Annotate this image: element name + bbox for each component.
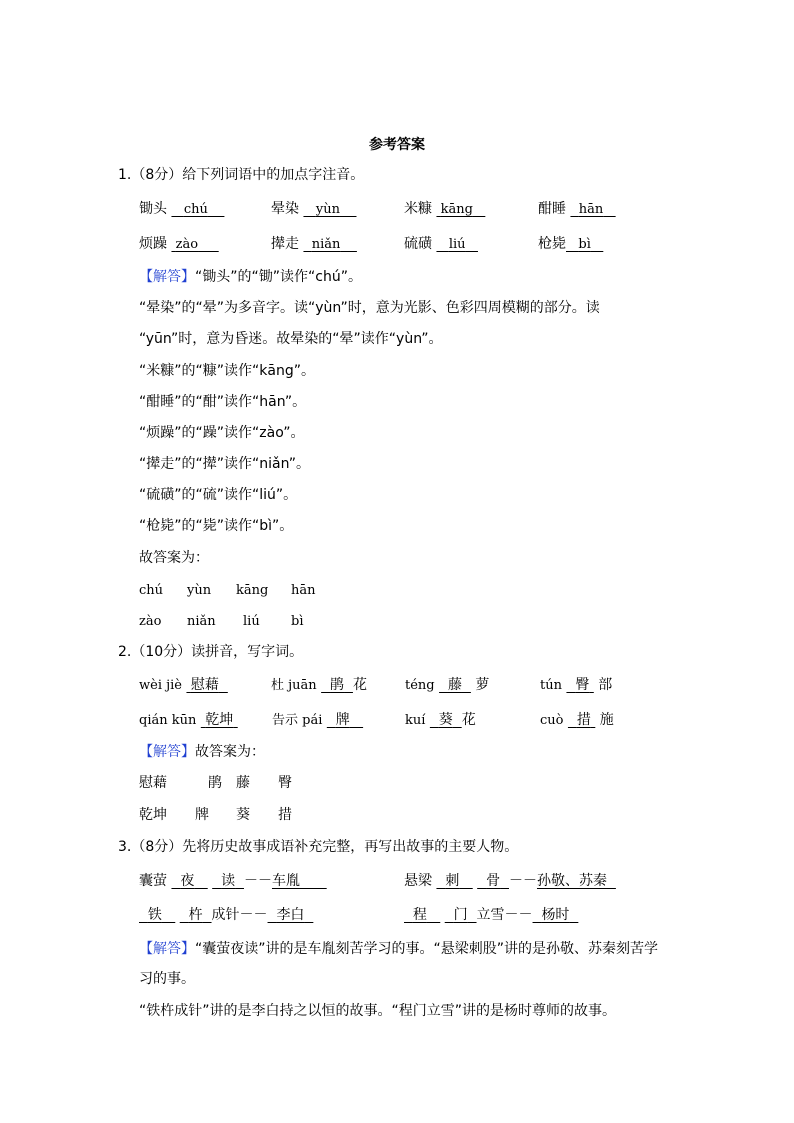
q1-item: 晕染 yùn <box>271 200 356 219</box>
q2-final-answer: 措 <box>278 807 292 823</box>
q2-final-answer: 慰藉 <box>139 775 167 791</box>
q1-answer-intro: 故答案为： <box>139 550 209 566</box>
q1-analysis-line: “酣睡”的“酣”读作“hān”。 <box>139 394 307 410</box>
q1-final-answer: bì <box>291 614 304 629</box>
q1-analysis-line: “烦躁”的“躁”读作“zào”。 <box>139 425 305 441</box>
q1-final-answer: hān <box>291 583 316 598</box>
q2-answer-blank: 臀 <box>575 677 590 693</box>
q2-analysis-line: 【解答】故答案为： <box>139 744 265 760</box>
q2-answer-blank: 鹃 <box>330 677 345 693</box>
q3-answer-blank: 骨 <box>486 873 501 889</box>
q1-analysis-line: “硫磺”的“硫”读作“liú”。 <box>139 487 298 503</box>
q2-answer-blank: 葵 <box>438 712 453 728</box>
q2-item: 杜 juān 鹃 花 <box>271 677 367 693</box>
q1-header: 1.（8分）给下列词语中的加点字注音。 <box>118 167 365 183</box>
q1-item: 米糠 kāng <box>404 200 485 219</box>
q1-answer-blank: kāng <box>440 202 473 217</box>
q1-answer-blank: bì <box>578 237 591 252</box>
q2-final-answer: 鹃 <box>208 775 222 791</box>
q2-answer-blank: 慰藉 <box>190 677 219 693</box>
page-title: 参考答案 <box>369 137 425 153</box>
q1-analysis-line: “枪毙”的“毙”读作“bì”。 <box>139 518 294 534</box>
q1-item: 撵走 niǎn <box>271 235 357 254</box>
analysis-tag: 【解答】 <box>139 269 195 285</box>
q2-final-answer: 牌 <box>195 807 209 823</box>
q1-answer-blank: hān <box>578 202 604 217</box>
q1-final-answer: liú <box>243 614 260 629</box>
q1-answer-blank: zào <box>175 237 199 252</box>
q1-analysis-line: “撵走”的“撵”读作“niǎn”。 <box>139 456 310 472</box>
q3-person-blank: 孙敬、苏秦 <box>536 873 607 889</box>
q1-final-answer: niǎn <box>187 614 216 629</box>
q1-answer-blank: liú <box>448 237 466 252</box>
q1-item: 锄头 chú <box>139 200 224 219</box>
q1-analysis-line: “米糠”的“糠”读作“kāng”。 <box>139 363 315 379</box>
q2-item: 告示 pái 牌 <box>272 711 363 730</box>
q1-answer-blank: yùn <box>315 202 340 217</box>
q1-answer-blank: chú <box>183 202 208 217</box>
q3-idiom-item: 囊萤 夜 读 －－车胤 <box>139 872 327 890</box>
q3-person-blank: 车胤 <box>271 873 300 889</box>
q3-answer-blank: 刺 <box>445 873 460 889</box>
q2-header: 2.（10分）读拼音，写字词。 <box>118 644 304 660</box>
q2-final-answer: 藤 <box>236 775 250 791</box>
q3-answer-blank: 杵 <box>188 907 203 923</box>
q2-final-answer: 葵 <box>236 807 250 823</box>
q3-header: 3.（8分）先将历史故事成语补充完整，再写出故事的主要人物。 <box>118 839 519 855</box>
q3-analysis-line: “铁杵成针”讲的是李白持之以恒的故事。“程门立雪”讲的是杨时尊师的故事。 <box>139 1003 617 1019</box>
q2-item: cuò 措 施 <box>540 712 614 728</box>
q3-person-blank: 李白 <box>276 907 305 923</box>
q3-idiom-item: 铁 杵 成针－－ 李白 <box>139 906 313 924</box>
q3-analysis-line: 【解答】“囊萤夜读”讲的是车胤刻苦学习的事。“悬梁刺股”讲的是孙敬、苏秦刻苦学 <box>139 941 659 957</box>
q1-item: 硫磺 liú <box>404 235 478 254</box>
q2-item: téng 藤 萝 <box>405 677 490 693</box>
q1-analysis-line: “晕染”的“晕”为多音字。读“yùn”时，意为光影、色彩四周模糊的部分。读 <box>139 300 600 316</box>
analysis-tag: 【解答】 <box>139 744 195 760</box>
q2-item: wèi jiè 慰藉 <box>139 676 228 695</box>
q1-item: 烦躁 zào <box>139 235 219 254</box>
q1-answer-blank: niǎn <box>311 237 341 252</box>
q3-person-blank: 杨时 <box>541 907 570 923</box>
analysis-tag: 【解答】 <box>139 941 195 957</box>
q3-answer-blank: 铁 <box>147 907 162 923</box>
q2-item: tún 臀 部 <box>540 677 613 693</box>
q2-answer-blank: 措 <box>576 712 591 728</box>
q1-final-answer: kāng <box>236 583 269 598</box>
q1-analysis-line: “yūn”时，意为昏迷。故晕染的“晕”读作“yùn”。 <box>139 331 443 347</box>
q3-idiom-item: 悬梁 刺 骨 －－孙敬、苏秦 <box>404 872 616 890</box>
q2-item: qián kūn 乾坤 <box>139 711 238 730</box>
q2-final-answer: 乾坤 <box>139 807 167 823</box>
q1-final-answer: zào <box>139 614 162 629</box>
q1-analysis-line: 【解答】“锄头”的“锄”读作“chú”。 <box>139 269 362 285</box>
q3-analysis-line: 习的事。 <box>139 971 195 987</box>
q2-item: kuí 葵 花 <box>405 712 476 728</box>
q3-answer-blank: 门 <box>453 907 468 923</box>
q2-answer-blank: 牌 <box>335 712 350 728</box>
q1-final-answer: chú <box>139 583 164 598</box>
q3-answer-blank: 读 <box>221 873 236 889</box>
q2-answer-blank: 藤 <box>447 677 462 693</box>
q3-answer-blank: 夜 <box>180 873 195 889</box>
q1-final-answer: yùn <box>187 583 212 598</box>
q2-answer-blank: 乾坤 <box>205 712 234 728</box>
q3-idiom-item: 程 门 立雪－－ 杨时 <box>404 906 578 924</box>
q1-item: 酣睡 hān <box>538 200 616 219</box>
q1-item: 枪毙 bì <box>538 235 603 254</box>
q3-answer-blank: 程 <box>412 907 427 923</box>
q2-final-answer: 臀 <box>278 775 292 791</box>
